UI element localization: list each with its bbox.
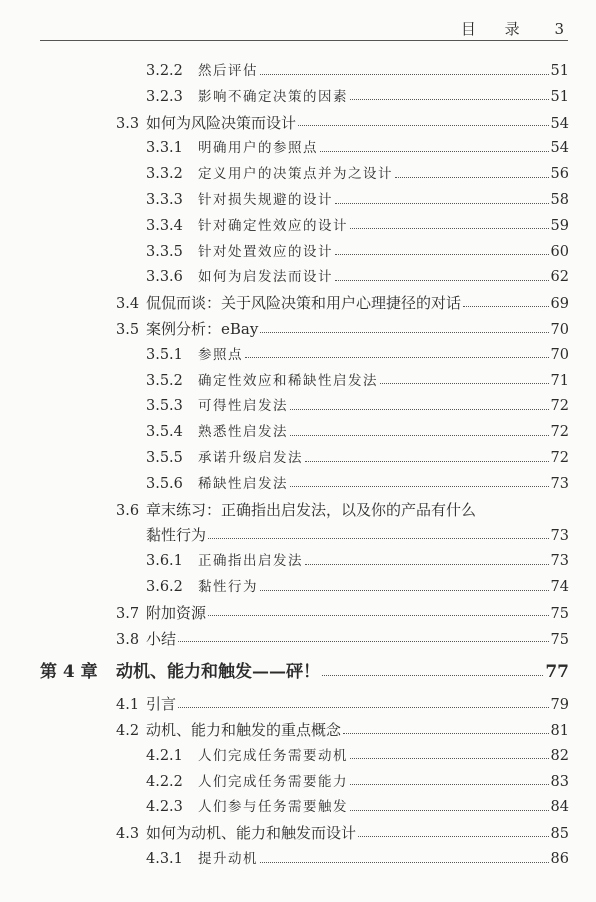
toc-leader-dots (350, 99, 549, 100)
toc-entry[interactable] (146, 745, 569, 767)
toc-entry-number: 3.5.4 (146, 424, 183, 441)
toc-entry[interactable] (146, 771, 569, 793)
toc-entry-page: 79 (550, 697, 569, 714)
toc-entry-title: 人们完成任务需要能力 (198, 773, 348, 790)
toc-leader-dots (208, 538, 549, 539)
toc-entry[interactable] (116, 524, 569, 546)
toc-entry-title: 小结 (146, 629, 177, 648)
toc-entry[interactable] (116, 499, 569, 521)
toc-entry-page: 72 (550, 398, 569, 415)
toc-entry-page: 73 (550, 475, 569, 492)
toc-leader-dots (320, 151, 549, 152)
header-label-mu: 目 (460, 20, 476, 38)
toc-entry-title: 确定性效应和稀缺性启发法 (198, 372, 378, 389)
toc-entry[interactable] (146, 421, 569, 443)
toc-entry-title: 侃侃而谈：关于风险决策和用户心理捷径的对话 (146, 294, 462, 313)
toc-entry-number: 3.6.2 (146, 579, 183, 595)
toc-entry-number: 4.2.2 (146, 773, 183, 790)
toc-entry-number: 3.2.3 (146, 88, 183, 105)
toc-entry-page: 70 (550, 346, 569, 363)
toc-leader-dots (350, 810, 549, 811)
toc-leader-dots (208, 615, 549, 616)
toc-entry-number: 3.3.4 (146, 217, 183, 234)
toc-entry-title: 黏性行为 (146, 526, 207, 545)
toc-entry-title: 案例分析：eBay (146, 320, 259, 338)
toc-entry[interactable] (146, 796, 569, 818)
toc-entry-page: 56 (550, 166, 569, 183)
toc-entry-number: 3.3 (116, 115, 140, 132)
toc-entry-title: 熟悉性启发法 (198, 424, 288, 441)
toc-entry-number: 3.5.5 (146, 450, 183, 466)
toc-entry-page: 73 (550, 528, 569, 545)
toc-entry-number: 4.2.1 (146, 747, 183, 764)
header-label-lu: 录 (504, 20, 520, 38)
toc-entry-page: 59 (550, 217, 569, 234)
toc-leader-dots (305, 564, 549, 565)
toc-entry-page: 51 (550, 63, 569, 79)
toc-leader-dots (350, 784, 549, 785)
toc-leader-dots (350, 228, 549, 229)
toc-entry-page: 54 (550, 140, 569, 157)
toc-entry-page: 85 (550, 826, 569, 843)
toc-entry-page: 62 (550, 269, 569, 286)
toc-entry-title: 如何为动机、能力和触发而设计 (146, 824, 357, 843)
toc-entry-title: 章末练习：正确指出启发法，以及你的产品有什么 (146, 500, 477, 519)
toc-leader-dots (395, 177, 549, 178)
toc-entry[interactable] (146, 395, 569, 417)
toc-leader-dots (260, 590, 549, 591)
toc-entry-page: 72 (550, 424, 569, 441)
toc-leader-dots (463, 306, 549, 307)
toc-leader-dots (178, 707, 549, 708)
toc-leader-dots (260, 862, 549, 863)
toc-entry[interactable] (146, 848, 569, 870)
toc-entry[interactable] (146, 60, 569, 82)
toc-entry-number: 3.3.5 (146, 243, 183, 260)
toc-entry-page: 69 (550, 296, 569, 313)
toc-leader-dots (290, 435, 549, 436)
toc-leader-dots (178, 641, 549, 642)
toc-leader-dots (305, 461, 549, 462)
toc-entry[interactable] (116, 112, 569, 134)
toc-entry-number: 第 4 章 (40, 662, 98, 683)
running-header-label (437, 18, 564, 39)
toc-entry-number: 3.8 (116, 631, 140, 648)
toc-entry-title: 定义用户的决策点并为之设计 (198, 166, 393, 183)
toc-entry-title: 黏性行为 (198, 579, 258, 595)
toc-entry[interactable] (146, 344, 569, 366)
toc-entry-number: 3.3.3 (146, 192, 183, 208)
toc-entry-title: 可得性启发法 (198, 398, 288, 415)
toc-entry-number: 4.3.1 (146, 851, 183, 867)
toc-entry[interactable] (116, 292, 569, 314)
toc-entry-page: 71 (550, 372, 569, 389)
running-header (40, 12, 568, 41)
toc-leader-dots (335, 254, 549, 255)
toc-entry-title: 人们完成任务需要动机 (198, 747, 348, 764)
toc-entry-title: 附加资源 (146, 603, 207, 622)
toc-entry-page: 82 (550, 747, 569, 764)
toc-leader-dots (298, 125, 549, 126)
toc-entry-number: 3.3.2 (146, 166, 183, 183)
toc-entry-number: 3.7 (116, 605, 140, 622)
toc-entry-page: 51 (550, 88, 569, 105)
toc-entry-title: 引言 (146, 695, 177, 714)
toc-entry[interactable] (146, 215, 569, 237)
toc-entry-title: 针对处置效应的设计 (198, 243, 333, 260)
toc-entry-title: 明确用户的参照点 (198, 140, 318, 157)
toc-entry-number: 4.2 (116, 723, 140, 739)
toc-leader-dots (358, 836, 549, 837)
toc-entry-page: 54 (550, 115, 569, 132)
toc-leader-dots (260, 74, 549, 75)
toc-entry-title: 动机、能力和触发——砰！ (116, 662, 320, 683)
toc-entry[interactable] (146, 550, 569, 572)
toc-entry[interactable] (146, 163, 569, 185)
toc-entry-title: 针对损失规避的设计 (198, 192, 333, 208)
toc-leader-dots (350, 758, 549, 759)
toc-entry-title: 提升动机 (198, 851, 258, 867)
toc-entry[interactable] (116, 693, 569, 715)
toc-entry-page: 86 (550, 851, 569, 867)
toc-entry-number: 4.1 (116, 697, 140, 714)
toc-entry-page: 73 (550, 553, 569, 570)
toc-entry[interactable] (146, 189, 569, 211)
toc-entry-number: 4.3 (116, 826, 140, 843)
toc-entry-page: 74 (550, 579, 569, 595)
toc-entry[interactable] (146, 266, 569, 288)
toc-entry-number: 3.5 (116, 322, 140, 338)
toc-entry-page: 81 (550, 723, 569, 739)
toc-leader-dots (335, 280, 549, 281)
toc-entry-number: 4.2.3 (146, 799, 183, 816)
toc-entry[interactable] (146, 241, 569, 263)
toc-leader-dots (290, 486, 549, 487)
toc-leader-dots (322, 675, 543, 676)
toc-entry-title: 参照点 (198, 346, 243, 363)
toc-entry[interactable] (40, 661, 569, 683)
toc-entry-page: 75 (550, 631, 569, 648)
toc-entry-title: 动机、能力和触发的重点概念 (146, 721, 342, 739)
toc-entry-title: 人们参与任务需要触发 (198, 799, 348, 816)
toc-entry-number: 3.6.1 (146, 553, 183, 570)
toc-entry[interactable] (146, 576, 569, 598)
toc-entry-page: 72 (550, 450, 569, 466)
toc-entry[interactable] (116, 719, 569, 741)
toc-entry[interactable] (146, 447, 569, 469)
toc-leader-dots (343, 733, 549, 734)
toc-entry-page: 83 (550, 773, 569, 790)
toc-entry-number: 3.2.2 (146, 63, 183, 79)
toc-leader-dots (245, 357, 549, 358)
toc-entry-title: 稀缺性启发法 (198, 475, 288, 492)
toc-entry[interactable] (146, 473, 569, 495)
toc-entry-page: 75 (550, 605, 569, 622)
toc-entry-page: 84 (550, 799, 569, 816)
toc-entry-title: 如何为启发法而设计 (198, 269, 333, 286)
toc-entry[interactable] (116, 602, 569, 624)
toc-entry[interactable] (116, 628, 569, 650)
toc-entry-page: 60 (550, 243, 569, 260)
toc-entry-number: 3.5.1 (146, 346, 183, 363)
toc-entry-number: 3.3.1 (146, 140, 183, 157)
toc-entry-page: 77 (545, 662, 569, 683)
toc-entry-number: 3.6 (116, 502, 140, 519)
toc-entry[interactable] (146, 137, 569, 159)
toc-leader-dots (335, 203, 549, 204)
toc-entry-title: 影响不确定决策的因素 (198, 88, 348, 105)
toc-entry-title: 正确指出启发法 (198, 553, 303, 570)
toc-entry-number: 3.5.6 (146, 475, 183, 492)
toc-entry-number: 3.5.2 (146, 372, 183, 389)
toc-entry-number: 3.3.6 (146, 269, 183, 286)
toc-entry-title: 针对确定性效应的设计 (198, 217, 348, 234)
toc-leader-dots (260, 332, 548, 333)
toc-entry-number: 3.4 (116, 296, 140, 313)
toc-entry[interactable] (146, 86, 569, 108)
toc-entry-title: 然后评估 (198, 63, 258, 79)
toc-leader-dots (290, 409, 549, 410)
toc-entry-title: 如何为风险决策而设计 (146, 113, 297, 132)
toc-entry[interactable] (146, 370, 569, 392)
toc-entry-page: 58 (550, 192, 569, 208)
toc-entry[interactable] (116, 318, 569, 340)
toc-entry-title: 承诺升级启发法 (198, 450, 303, 466)
toc-leader-dots (380, 383, 549, 384)
header-page-number: 3 (554, 20, 564, 38)
toc-entry-page: 70 (550, 322, 569, 338)
toc-entry-number: 3.5.3 (146, 398, 183, 415)
toc-entry[interactable] (116, 822, 569, 844)
